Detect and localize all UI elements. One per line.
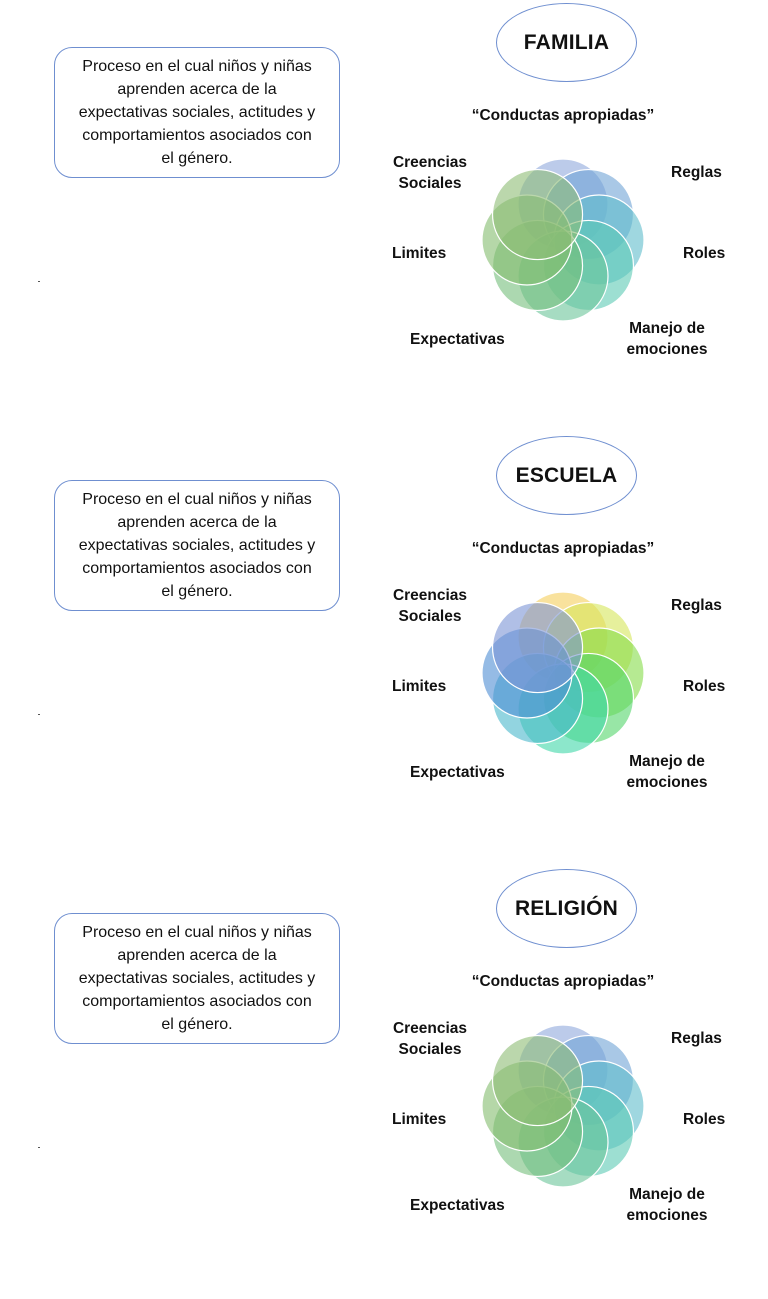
label-line: Sociales xyxy=(398,175,462,192)
definition-line: aprenden acerca de la xyxy=(117,81,277,98)
label-line: Manejo de xyxy=(629,1186,705,1203)
section-title xyxy=(496,436,637,515)
definition-line: aprenden acerca de la xyxy=(117,947,277,964)
label-line: Creencias xyxy=(392,1020,468,1037)
label-reglas: Reglas xyxy=(671,164,722,181)
definition-box xyxy=(54,47,340,178)
definition-line: comportamientos asociados con xyxy=(82,127,312,144)
petal-flower-diagram xyxy=(478,1021,648,1191)
label-line: emociones xyxy=(626,341,708,358)
stray-dot xyxy=(38,1147,40,1148)
petal-circle xyxy=(493,603,583,693)
stray-dot xyxy=(38,281,40,282)
definition-line: el género. xyxy=(161,583,233,600)
label-expectativas: Expectativas xyxy=(410,764,505,781)
definition-box xyxy=(54,913,340,1044)
label-limites: Limites xyxy=(392,678,447,695)
definition-line: el género. xyxy=(161,150,233,167)
label-expectativas: Expectativas xyxy=(410,331,505,348)
section-title xyxy=(496,869,637,948)
influence-section xyxy=(0,866,768,1299)
petal-circle xyxy=(493,170,583,260)
label-line: Manejo de xyxy=(629,320,705,337)
label-line: Creencias xyxy=(392,587,468,604)
section-title xyxy=(496,3,637,82)
influence-section xyxy=(0,0,768,433)
influence-section xyxy=(0,433,768,866)
label-roles: Roles xyxy=(683,245,726,262)
label-creencias-sociales xyxy=(385,152,475,194)
definition-box xyxy=(54,480,340,611)
label-manejo-emociones xyxy=(617,1184,717,1226)
petal-flower-diagram xyxy=(478,588,648,758)
label-limites: Limites xyxy=(392,245,447,262)
subtitle: “Conductas apropiadas” xyxy=(471,107,655,124)
definition-line: Proceso en el cual niños y niñas xyxy=(82,491,312,508)
label-line: Manejo de xyxy=(629,753,705,770)
label-roles: Roles xyxy=(683,678,726,695)
definition-line: Proceso en el cual niños y niñas xyxy=(82,924,312,941)
label-manejo-emociones xyxy=(617,751,717,793)
definition-line: aprenden acerca de la xyxy=(117,514,277,531)
section-title-text: ESCUELA xyxy=(515,463,618,487)
section-title-text: RELIGIÓN xyxy=(514,896,619,920)
label-manejo-emociones xyxy=(617,318,717,360)
petal-circle xyxy=(493,1036,583,1126)
definition-line: expectativas sociales, actitudes y xyxy=(78,537,316,554)
definition-line: Proceso en el cual niños y niñas xyxy=(82,58,312,75)
petal-flower-diagram xyxy=(478,155,648,325)
label-line: Sociales xyxy=(398,608,462,625)
definition-line: expectativas sociales, actitudes y xyxy=(78,104,316,121)
label-reglas: Reglas xyxy=(671,1030,722,1047)
definition-line: el género. xyxy=(161,1016,233,1033)
label-line: emociones xyxy=(626,1207,708,1224)
label-line: Sociales xyxy=(398,1041,462,1058)
stray-dot xyxy=(38,714,40,715)
definition-line: comportamientos asociados con xyxy=(82,560,312,577)
subtitle: “Conductas apropiadas” xyxy=(471,540,655,557)
label-line: Creencias xyxy=(392,154,468,171)
definition-line: expectativas sociales, actitudes y xyxy=(78,970,316,987)
label-creencias-sociales xyxy=(385,585,475,627)
definition-line: comportamientos asociados con xyxy=(82,993,312,1010)
section-title-text: FAMILIA xyxy=(523,30,610,54)
label-creencias-sociales xyxy=(385,1018,475,1060)
label-expectativas: Expectativas xyxy=(410,1197,505,1214)
label-reglas: Reglas xyxy=(671,597,722,614)
label-limites: Limites xyxy=(392,1111,447,1128)
label-roles: Roles xyxy=(683,1111,726,1128)
subtitle: “Conductas apropiadas” xyxy=(471,973,655,990)
label-line: emociones xyxy=(626,774,708,791)
